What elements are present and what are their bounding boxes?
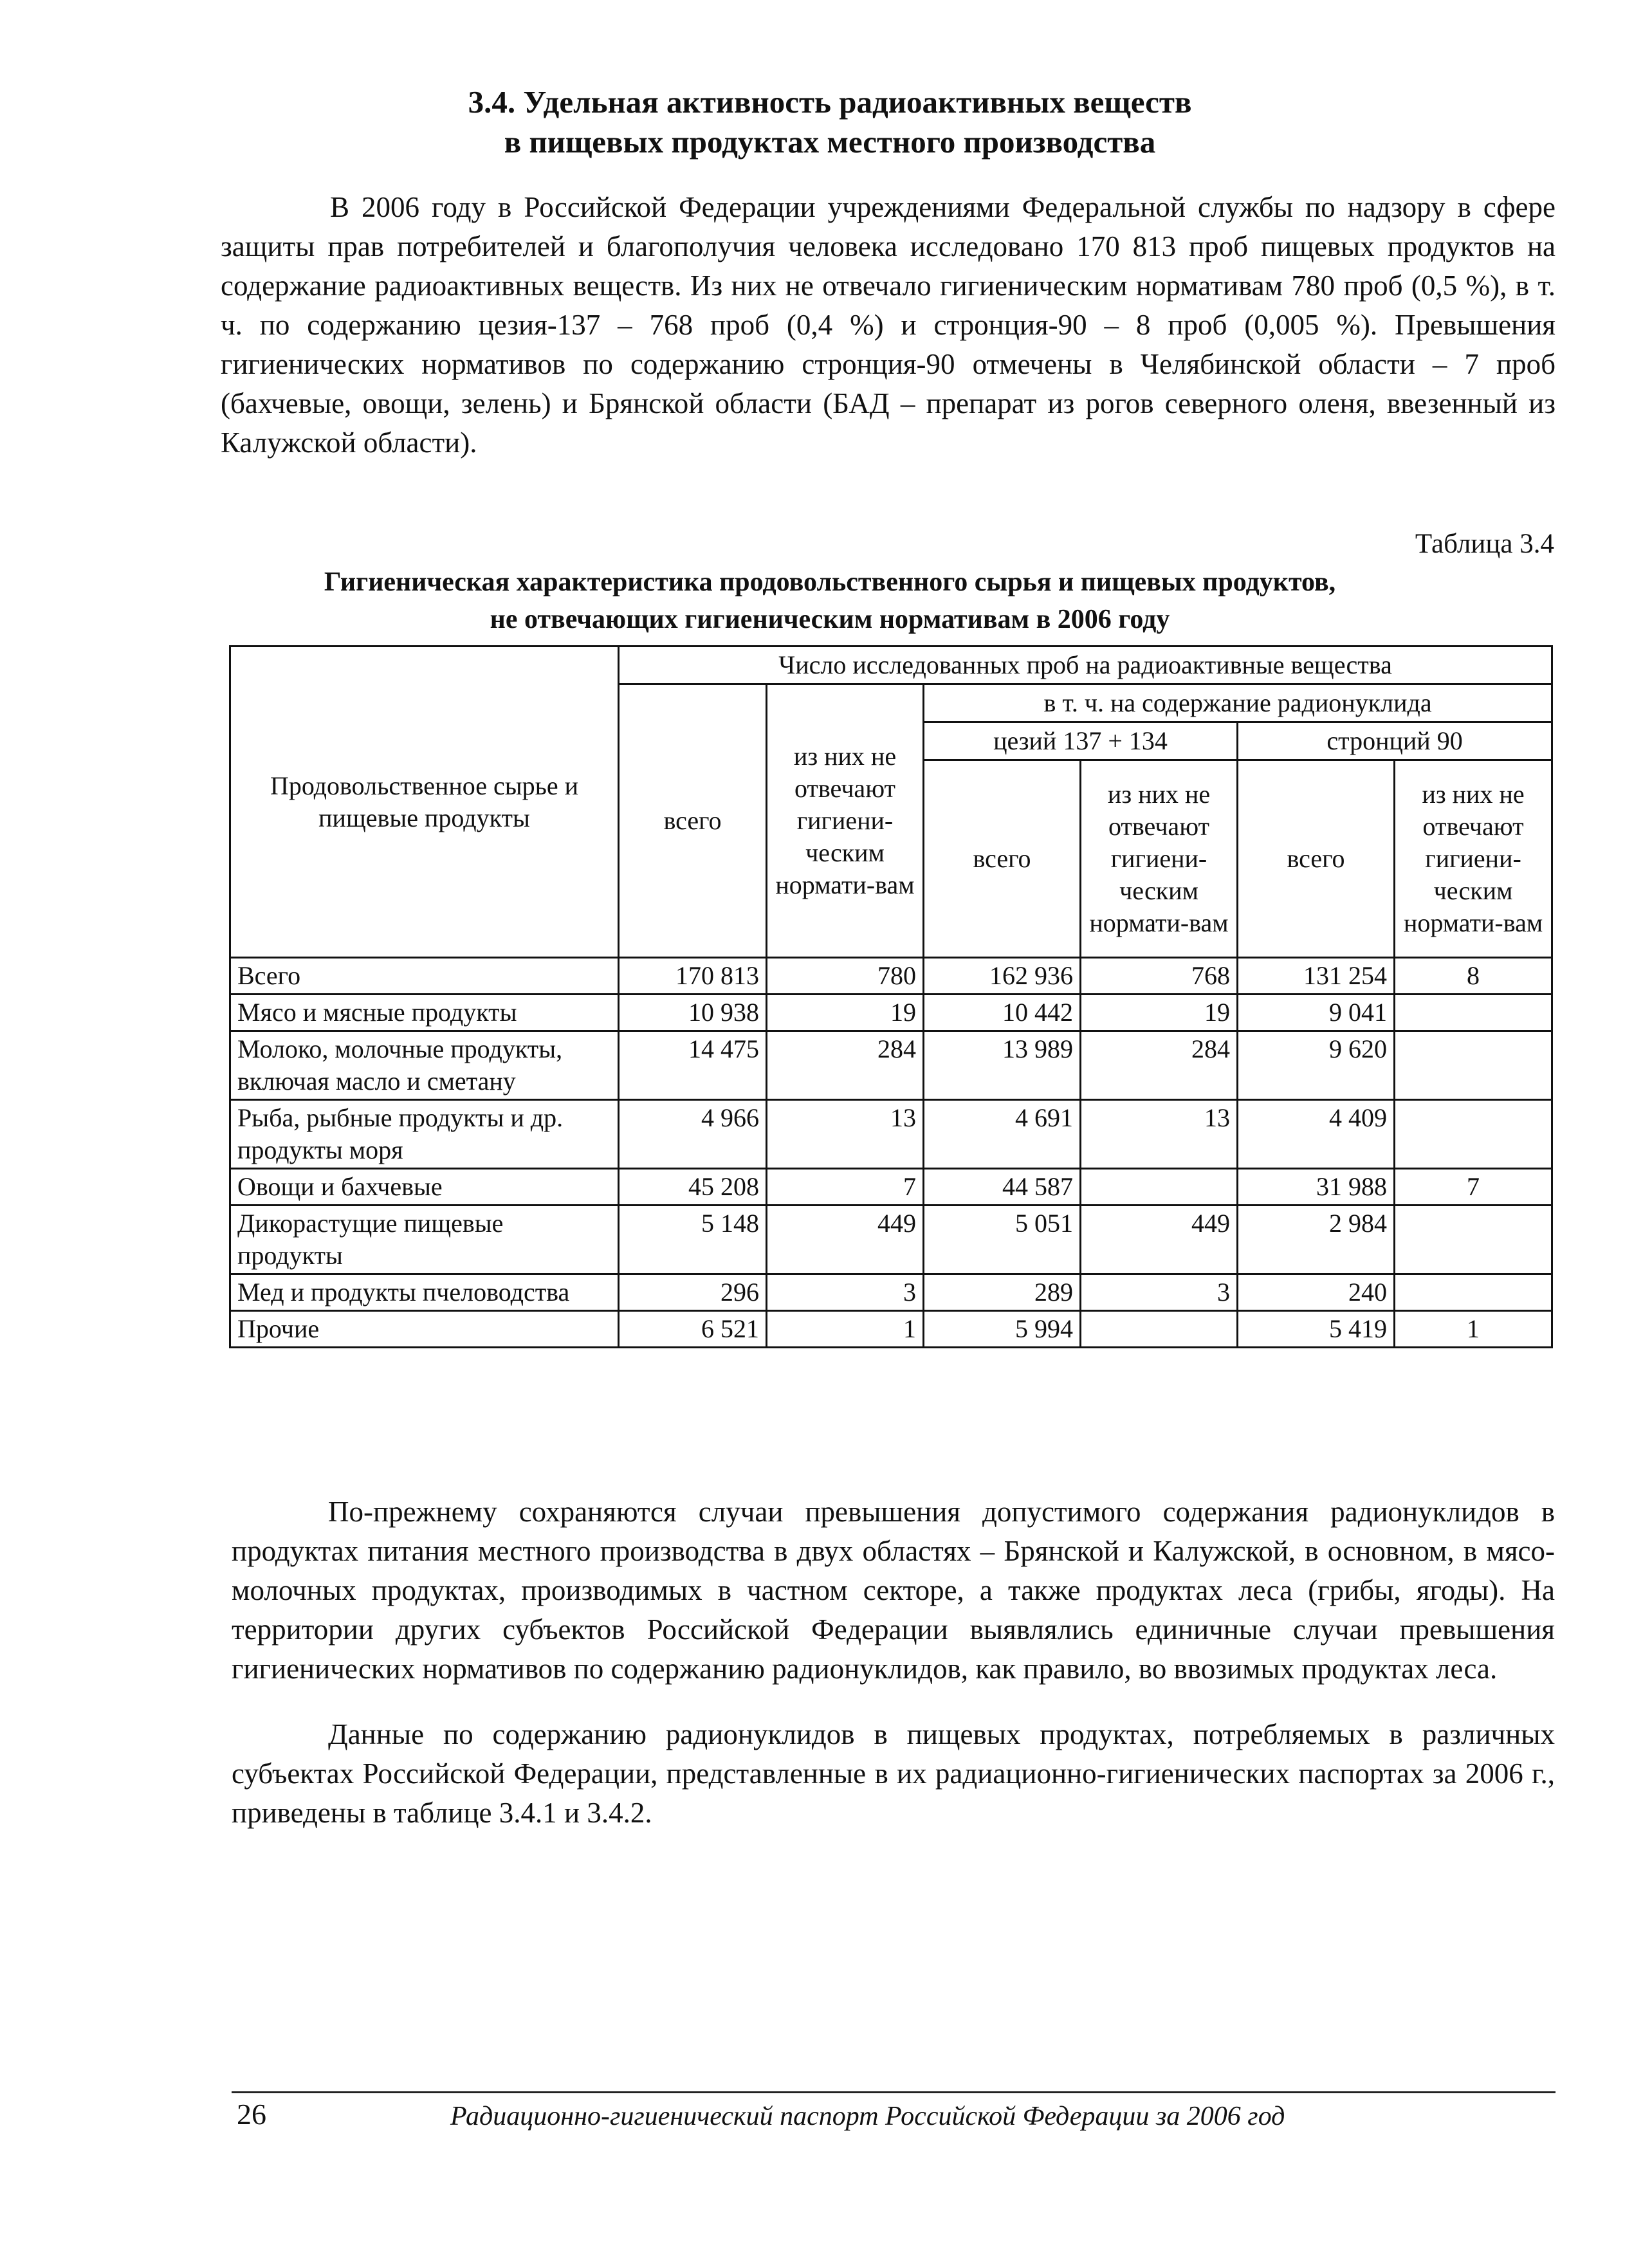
table-row	[230, 958, 1552, 995]
cell-noncompliant: 3	[767, 1274, 924, 1311]
header-including: в т. ч. на содержание радионуклида	[924, 684, 1552, 722]
header-cesium: цезий 137 + 134	[924, 722, 1238, 760]
cell-sr-noncompliant: 1	[1395, 1311, 1552, 1348]
header-cs-noncompliant: из них не отвечают гигиени-ческим нормати-вам	[1081, 760, 1238, 958]
header-strontium: стронций 90	[1238, 722, 1552, 760]
cell-sr-total: 2 984	[1238, 1206, 1395, 1274]
table-number: Таблица 3.4	[1415, 529, 1554, 559]
cell-total: 170 813	[619, 958, 767, 995]
header-cs-total: всего	[924, 760, 1081, 958]
cell-total: 5 148	[619, 1206, 767, 1274]
cell-sr-total: 9 041	[1238, 995, 1395, 1031]
cell-cs-noncompliant: 284	[1081, 1031, 1238, 1100]
cell-sr-noncompliant	[1395, 995, 1552, 1031]
header-sr-total: всего	[1238, 760, 1395, 958]
section-title-line1: 3.4. Удельная активность радиоактивных веществ	[468, 84, 1192, 120]
table-caption-line1: Гигиеническая характеристика продовольственного сырья и пищевых продуктов,	[324, 567, 1336, 597]
table-row	[230, 1206, 1552, 1274]
running-title: Радиационно-гигиенический паспорт Российской Федерации за 2006 год	[450, 2102, 1285, 2131]
cell-sr-noncompliant: 7	[1395, 1169, 1552, 1206]
cell-noncompliant: 13	[767, 1100, 924, 1169]
table-caption-line2: не отвечающих гигиеническим нормативам в 2006 году	[490, 605, 1170, 634]
header-total: всего	[619, 684, 767, 958]
row-name: Мед и продукты пчеловодства	[230, 1274, 619, 1311]
cell-cs-noncompliant: 768	[1081, 958, 1238, 995]
cell-noncompliant: 19	[767, 995, 924, 1031]
cell-sr-noncompliant: 8	[1395, 958, 1552, 995]
cell-cs-noncompliant: 449	[1081, 1206, 1238, 1274]
cell-cs-noncompliant: 13	[1081, 1100, 1238, 1169]
cell-sr-noncompliant	[1395, 1274, 1552, 1311]
table-row	[230, 1311, 1552, 1348]
cell-sr-total: 9 620	[1238, 1031, 1395, 1100]
cell-cs-noncompliant: 3	[1081, 1274, 1238, 1311]
cell-noncompliant: 7	[767, 1169, 924, 1206]
cell-cs-total: 5 051	[924, 1206, 1081, 1274]
cell-sr-total: 131 254	[1238, 958, 1395, 995]
cell-cs-total: 162 936	[924, 958, 1081, 995]
cell-cs-total: 4 691	[924, 1100, 1081, 1169]
row-name: Молоко, молочные продукты, включая масло и сметану	[230, 1031, 619, 1100]
cell-total: 14 475	[619, 1031, 767, 1100]
cell-cs-total: 44 587	[924, 1169, 1081, 1206]
cell-total: 6 521	[619, 1311, 767, 1348]
cell-cs-total: 289	[924, 1274, 1081, 1311]
table-row	[230, 1169, 1552, 1206]
page-number: 26	[237, 2098, 266, 2131]
cell-cs-total: 10 442	[924, 995, 1081, 1031]
table-row	[230, 995, 1552, 1031]
cell-cs-total: 13 989	[924, 1031, 1081, 1100]
table-row	[230, 1100, 1552, 1169]
cell-sr-total: 5 419	[1238, 1311, 1395, 1348]
cell-sr-total: 31 988	[1238, 1169, 1395, 1206]
cell-noncompliant: 1	[767, 1311, 924, 1348]
cell-total: 10 938	[619, 995, 767, 1031]
section-title-line2: в пищевых продуктах местного производства	[504, 124, 1156, 160]
cell-noncompliant: 284	[767, 1031, 924, 1100]
cell-sr-noncompliant	[1395, 1100, 1552, 1169]
row-name: Дикорастущие пищевые продукты	[230, 1206, 619, 1274]
cell-sr-total: 4 409	[1238, 1100, 1395, 1169]
table-row	[230, 1031, 1552, 1100]
body-paragraph-3: Данные по содержанию радионуклидов в пищевых продуктах, потребляемых в различных субъектах Российской Федерации, представленные в их радиационно-гигиенических паспортах за 2006 г., приведены в таблице 3.4.1 и 3.4.2.	[232, 1718, 1555, 1829]
cell-cs-noncompliant	[1081, 1169, 1238, 1206]
cell-cs-total: 5 994	[924, 1311, 1081, 1348]
noncompliance-table	[229, 645, 1553, 1348]
row-name: Рыба, рыбные продукты и др. продукты моря	[230, 1100, 619, 1169]
row-name: Всего	[230, 958, 619, 995]
cell-sr-noncompliant	[1395, 1031, 1552, 1100]
cell-total: 45 208	[619, 1169, 767, 1206]
table-caption	[219, 564, 1441, 638]
table-row	[230, 1274, 1552, 1311]
intro-paragraph: В 2006 году в Российской Федерации учреждениями Федеральной службы по надзору в сфере защиты прав потребителей и благополучия человека исследовано 170 813 проб пищевых продуктов на содержание радиоактивных веществ. Из них не отвечало гигиеническим нормативам 780 проб (0,5 %), в т. ч. по содержанию цезия-137 – 768 проб (0,4 %) и стронция-90 – 8 проб (0,005 %). Превышения гигиенических нормативов по содержанию стронция-90 отмечены в Челябинской области – 7 проб (бахчевые, овощи, зелень) и Брянской области (БАД – препарат из рогов северного оленя, ввезенный из Калужской области).	[221, 191, 1556, 459]
header-sr-noncompliant: из них не отвечают гигиени-ческим нормати-вам	[1395, 760, 1552, 958]
cell-cs-noncompliant: 19	[1081, 995, 1238, 1031]
cell-noncompliant: 449	[767, 1206, 924, 1274]
body-paragraph-2: По-прежнему сохраняются случаи превышения допустимого содержания радионуклидов в продуктах питания местного производства в двух областях – Брянской и Калужской, в основном, в мясо-молочных продуктах, производимых в частном секторе, а также продуктах леса (грибы, ягоды). На территории других субъектов Российской Федерации выявлялись единичные случаи превышения гигиенических нормативов по содержанию радионуклидов, как правило, во ввозимых продуктах леса.	[232, 1496, 1555, 1685]
cell-sr-total: 240	[1238, 1274, 1395, 1311]
cell-sr-noncompliant	[1395, 1206, 1552, 1274]
section-title	[219, 82, 1441, 162]
cell-total: 4 966	[619, 1100, 767, 1169]
header-product: Продовольственное сырье и пищевые продукты	[230, 646, 619, 958]
footer-divider	[232, 2091, 1556, 2093]
cell-cs-noncompliant	[1081, 1311, 1238, 1348]
row-name: Прочие	[230, 1311, 619, 1348]
header-noncompliant: из них не отвечают гигиени-ческим нормати-вам	[767, 684, 924, 958]
row-name: Овощи и бахчевые	[230, 1169, 619, 1206]
cell-total: 296	[619, 1274, 767, 1311]
row-name: Мясо и мясные продукты	[230, 995, 619, 1031]
cell-noncompliant: 780	[767, 958, 924, 995]
header-samples: Число исследованных проб на радиоактивные вещества	[619, 646, 1552, 684]
